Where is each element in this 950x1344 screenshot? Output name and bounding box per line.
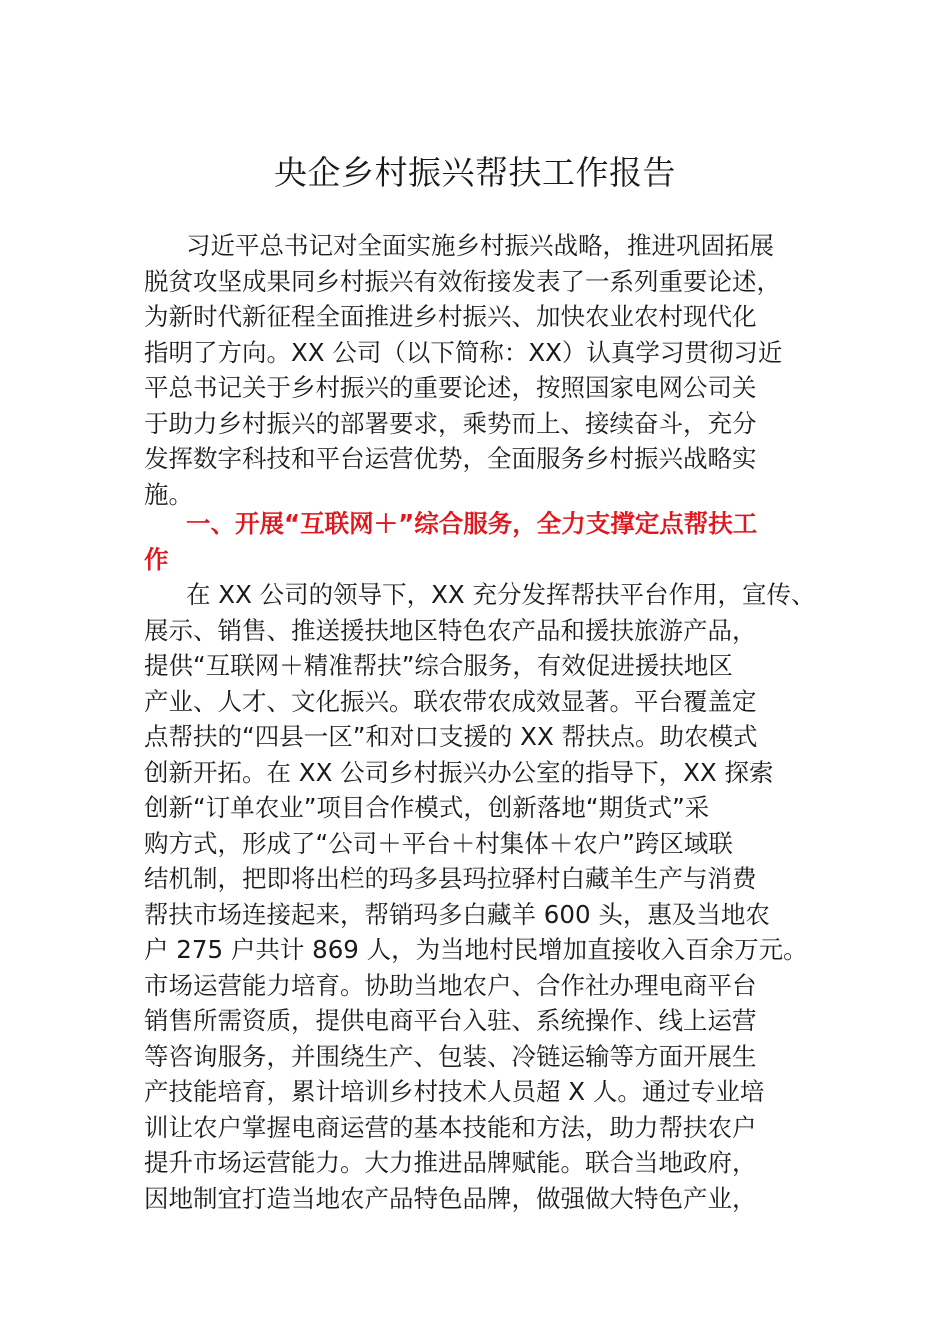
- paragraph-line: 点帮扶的“四县一区”和对口支援的 XX 帮扶点。助农模式: [144, 722, 758, 751]
- paragraph-line: 购方式，形成了“公司＋平台＋村集体＋农户”跨区域联: [144, 828, 733, 858]
- paragraph-line: 创新“订单农业”项目合作模式，创新落地“期货式”采: [144, 793, 710, 822]
- paragraph-line: 发挥数字科技和平台运营优势，全面服务乡村振兴战略实: [144, 444, 757, 473]
- paragraph-line: 帮扶市场连接起来，帮销玛多白藏羊 600 头，惠及当地农: [144, 899, 770, 929]
- paragraph-line: 展示、销售、推送援扶地区特色农产品和援扶旅游产品，: [144, 615, 757, 645]
- paragraph-line: 习近平总书记对全面实施乡村振兴战略，推进巩固拓展: [186, 231, 774, 260]
- paragraph-line: 指明了方向。XX 公司（以下简称：XX）认真学习贯彻习近: [144, 337, 783, 367]
- document-title: 央企乡村振兴帮扶工作报告: [274, 153, 676, 192]
- paragraph-line: 市场运营能力培育。协助当地农户、合作社办理电商平台: [144, 970, 757, 1000]
- heading-line: 作: [144, 544, 169, 574]
- section-heading-1: [144, 506, 810, 577]
- paragraph-section-1: [144, 577, 816, 1216]
- paragraph-line: 因地制宜打造当地农产品特色品牌，做强做大特色产业，: [144, 1183, 757, 1213]
- paragraph-line: 创新开拓。在 XX 公司乡村振兴办公室的指导下，XX 探索: [144, 757, 774, 787]
- paragraph-line: 产技能培育，累计培训乡村技术人员超 X 人。通过专业培: [144, 1077, 765, 1106]
- paragraph-line: 训让农户掌握电商运营的基本技能和方法，助力帮扶农户: [144, 1112, 757, 1142]
- paragraph-line: 于助力乡村振兴的部署要求，乘势而上、接续奋斗，充分: [144, 408, 757, 438]
- heading-line: 一、开展“互联网＋”综合服务，全力支撑定点帮扶工: [186, 509, 758, 538]
- paragraph-line: 施。: [144, 479, 193, 509]
- paragraph-line: 为新时代新征程全面推进乡村振兴、加快农业农村现代化: [144, 302, 757, 331]
- paragraph-line: 脱贫攻坚成果同乡村振兴有效衔接发表了一系列重要论述，: [144, 266, 781, 296]
- paragraph-line: 平总书记关于乡村振兴的重要论述，按照国家电网公司关: [144, 373, 757, 402]
- paragraph-line: 提升市场运营能力。大力推进品牌赋能。联合当地政府，: [144, 1148, 757, 1177]
- paragraph-line: 等咨询服务，并围绕生产、包装、冷链运输等方面开展生: [144, 1041, 757, 1071]
- paragraph-line: 户 275 户共计 869 人，为当地村民增加直接收入百余万元。: [144, 935, 808, 964]
- paragraph-line: 在 XX 公司的领导下，XX 充分发挥帮扶平台作用，宣传、: [186, 580, 816, 609]
- paragraph-intro: [144, 228, 810, 512]
- paragraph-line: 提供“互联网＋精准帮扶”综合服务，有效促进援扶地区: [144, 651, 733, 680]
- paragraph-line: 销售所需资质，提供电商平台入驻、系统操作、线上运营: [144, 1006, 757, 1035]
- paragraph-line: 结机制，把即将出栏的玛多县玛拉驿村白藏羊生产与消费: [144, 864, 757, 893]
- paragraph-line: 产业、人才、文化振兴。联农带农成效显著。平台覆盖定: [144, 686, 757, 716]
